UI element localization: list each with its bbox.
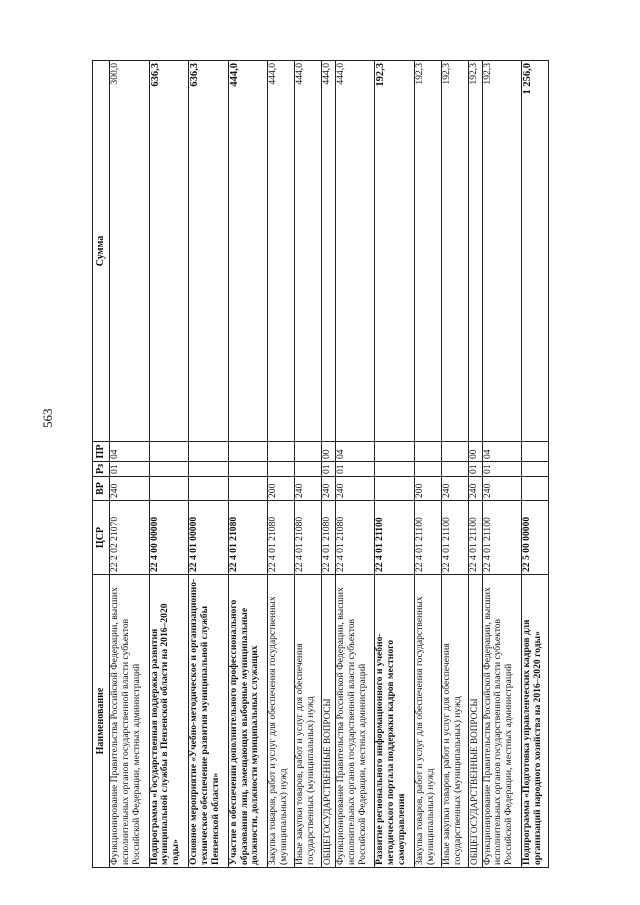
table-row — [375, 61, 415, 868]
cell-sum: 192,3 — [441, 61, 468, 442]
cell-sum: 444,0 — [335, 61, 375, 442]
cell-name: Функционирование Правительства Российской Федерации, высших исполнительных органов государственной власти субъектов Российской Федерации, местных администраций — [335, 575, 375, 868]
cell-vr: 240 — [321, 477, 335, 501]
table-row — [468, 61, 482, 868]
cell-rz — [522, 462, 549, 477]
cell-csr: 22 4 01 21080 — [268, 501, 295, 575]
cell-csr: 22 4 01 21080 — [228, 501, 268, 575]
cell-sum: 300,0 — [110, 61, 150, 442]
cell-vr — [149, 477, 189, 501]
cell-pr — [415, 442, 442, 462]
table-row — [149, 61, 189, 868]
cell-csr: 22 2 02 21070 — [110, 501, 150, 575]
table-row — [522, 61, 549, 868]
cell-name: Иные закупки товаров, работ и услуг для обеспечения государственных (муниципальных) нужд — [295, 575, 322, 868]
cell-pr: 00 — [468, 442, 482, 462]
cell-vr: 240 — [110, 477, 150, 501]
cell-sum: 444,0 — [295, 61, 322, 442]
cell-rz — [441, 462, 468, 477]
cell-vr: 240 — [295, 477, 322, 501]
cell-csr: 22 4 01 21100 — [415, 501, 442, 575]
table-row — [321, 61, 335, 868]
cell-rz: 01 — [321, 462, 335, 477]
cell-pr: 00 — [321, 442, 335, 462]
budget-table — [92, 60, 549, 868]
cell-name: Функционирование Правительства Российской Федерации, высших исполнительных органов государственной власти субъектов Российской Федерации, местных администраций — [482, 575, 522, 868]
cell-pr — [149, 442, 189, 462]
cell-vr — [189, 477, 229, 501]
cell-pr — [189, 442, 229, 462]
cell-vr — [522, 477, 549, 501]
cell-csr: 22 4 01 21080 — [321, 501, 335, 575]
page-number: 563 — [40, 408, 55, 428]
cell-name: Закупка товаров, работ и услуг для обеспечения государственных (муниципальных) нужд — [268, 575, 295, 868]
header-pr: ПР — [93, 442, 110, 462]
cell-vr: 240 — [482, 477, 522, 501]
cell-sum: 444,0 — [321, 61, 335, 442]
cell-sum: 636,3 — [149, 61, 189, 442]
cell-vr: 200 — [268, 477, 295, 501]
cell-pr — [295, 442, 322, 462]
table-row — [482, 61, 522, 868]
cell-name: ОБЩЕГОСУДАРСТВЕННЫЕ ВОПРОСЫ — [321, 575, 335, 868]
cell-vr: 240 — [335, 477, 375, 501]
header-sum: Сумма — [93, 61, 110, 442]
cell-rz — [375, 462, 415, 477]
cell-vr: 240 — [468, 477, 482, 501]
cell-pr — [228, 442, 268, 462]
cell-csr: 22 4 01 00000 — [189, 501, 229, 575]
cell-rz: 01 — [468, 462, 482, 477]
cell-vr — [375, 477, 415, 501]
cell-vr: 200 — [415, 477, 442, 501]
cell-rz: 01 — [482, 462, 522, 477]
cell-name: ОБЩЕГОСУДАРСТВЕННЫЕ ВОПРОСЫ — [468, 575, 482, 868]
cell-pr — [522, 442, 549, 462]
cell-sum: 192,3 — [375, 61, 415, 442]
cell-name: Подпрограмма «Подготовка управленческих кадров для организаций народного хозяйства на 2016–2020 годы» — [522, 575, 549, 868]
table-row — [228, 61, 268, 868]
header-vr: ВР — [93, 477, 110, 501]
header-rz: Рз — [93, 462, 110, 477]
cell-csr: 22 4 00 00000 — [149, 501, 189, 575]
cell-csr: 22 4 01 21100 — [441, 501, 468, 575]
budget-table-sheet — [92, 60, 549, 868]
cell-sum: 1 256,0 — [522, 61, 549, 442]
table-row — [189, 61, 229, 868]
cell-csr: 22 4 01 21100 — [468, 501, 482, 575]
cell-rz — [189, 462, 229, 477]
cell-sum: 444,0 — [268, 61, 295, 442]
table-row — [295, 61, 322, 868]
cell-name: Участие в обеспечении дополнительного профессионального образования лиц, замещающих выборные муниципальные должности, должности муниципальных служащих — [228, 575, 268, 868]
cell-sum: 192,3 — [482, 61, 522, 442]
cell-sum: 636,3 — [189, 61, 229, 442]
table-body — [110, 61, 549, 868]
cell-csr: 22 4 01 21080 — [335, 501, 375, 575]
table-header-row — [93, 61, 110, 868]
cell-sum: 444,0 — [228, 61, 268, 442]
cell-csr: 22 4 01 21100 — [482, 501, 522, 575]
cell-vr: 240 — [441, 477, 468, 501]
cell-rz — [415, 462, 442, 477]
header-name: Наименование — [93, 575, 110, 868]
cell-rz — [228, 462, 268, 477]
cell-vr — [228, 477, 268, 501]
cell-pr: 04 — [335, 442, 375, 462]
cell-csr: 22 4 01 21100 — [375, 501, 415, 575]
cell-csr: 22 4 01 21080 — [295, 501, 322, 575]
cell-rz — [268, 462, 295, 477]
table-row — [110, 61, 150, 868]
cell-name: Функционирование Правительства Российской Федерации, высших исполнительных органов государственной власти субъектов Российской Федерации, местных администраций — [110, 575, 150, 868]
cell-name: Иные закупки товаров, работ и услуг для обеспечения государственных (муниципальных) нужд — [441, 575, 468, 868]
cell-rz — [149, 462, 189, 477]
cell-pr — [375, 442, 415, 462]
cell-sum: 192,3 — [468, 61, 482, 442]
cell-csr: 22 5 00 00000 — [522, 501, 549, 575]
header-csr: ЦСР — [93, 501, 110, 575]
cell-rz: 01 — [110, 462, 150, 477]
table-row — [335, 61, 375, 868]
cell-sum: 192,3 — [415, 61, 442, 442]
cell-rz: 01 — [335, 462, 375, 477]
cell-name: Развитие регионального информационного и учебно-методического портала поддержки кадров местного самоуправления — [375, 575, 415, 868]
cell-pr — [268, 442, 295, 462]
table-row — [415, 61, 442, 868]
cell-name: Закупка товаров, работ и услуг для обеспечения государственных (муниципальных) нужд — [415, 575, 442, 868]
cell-pr — [441, 442, 468, 462]
cell-pr: 04 — [110, 442, 150, 462]
table-row — [441, 61, 468, 868]
cell-name: Основное мероприятие «Учебно-методическое и организационно-техническое обеспечение развития муниципальной службы Пензенской области» — [189, 575, 229, 868]
table-row — [268, 61, 295, 868]
cell-pr: 04 — [482, 442, 522, 462]
cell-name: Подпрограмма «Государственная поддержка развития муниципальной службы в Пензенской области на 2016–2020 годы» — [149, 575, 189, 868]
cell-rz — [295, 462, 322, 477]
